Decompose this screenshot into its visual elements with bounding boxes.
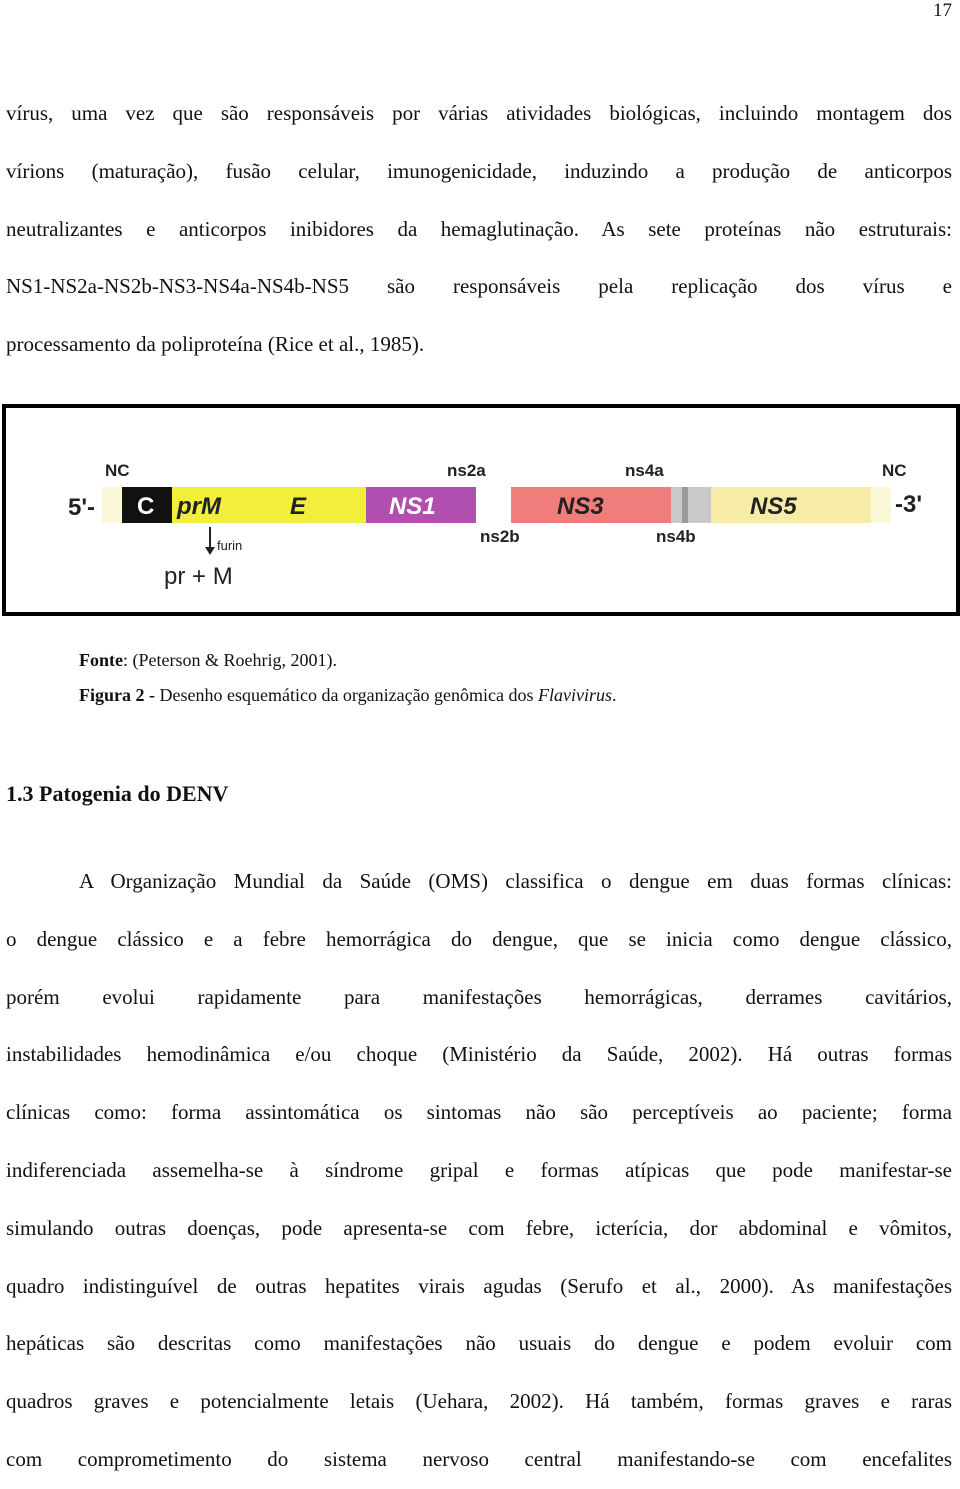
nc-left-segment [102, 487, 122, 523]
source-label: Fonte [79, 650, 123, 670]
body-paragraph-intro [6, 85, 952, 374]
ns4b-label: ns4b [656, 527, 696, 546]
figure-source-caption [79, 650, 337, 671]
section-heading: 1.3 Patogenia do DENV [6, 781, 229, 806]
nc-left-label: NC [105, 461, 130, 480]
body-paragraph-pathogenesis [6, 853, 952, 1489]
furin-label: furin [217, 538, 243, 553]
text-line: processamento da poliproteína (Rice et al., 1985). [6, 332, 425, 357]
three-prime-end-label: -3' [895, 491, 923, 518]
text-line: porém evolui rapidamente para manifestações hemorrágicas, derrames cavitários, [6, 984, 952, 1009]
figure-caption-text: Desenho esquemático da organização genômica dos [155, 685, 539, 705]
text-line: o dengue clássico e a febre hemorrágica do dengue, que se inicia como dengue clássico, [6, 926, 952, 951]
ns4-segment [671, 487, 711, 523]
text-line: instabilidades hemodinâmica e/ou choque (Ministério da Saúde, 2002). Há outras formas [6, 1042, 952, 1067]
text-line: clínicas como: forma assintomática os sintomas não são perceptíveis ao paciente; forma [6, 1100, 952, 1125]
text-line: quadros graves e potencialmente letais (Uehara, 2002). Há também, formas graves e raras [6, 1389, 952, 1414]
text-line: vírions (maturação), fusão celular, imunogenicidade, induzindo a produção de anticorpos [6, 158, 952, 183]
source-text: : (Peterson & Roehrig, 2001). [123, 650, 337, 670]
figure-caption [79, 685, 617, 706]
five-prime-end-label: 5'- [68, 494, 96, 521]
text-line: vírus, uma vez que são responsáveis por várias atividades biológicas, incluindo montagem dos [6, 101, 952, 125]
ns2b-label: ns2b [480, 527, 520, 546]
e-segment-label: E [290, 493, 307, 520]
page-number: 17 [933, 0, 952, 21]
ns2a-label: ns2a [447, 461, 486, 480]
text-line: quadro indistinguível de outras hepatites virais agudas (Serufo et al., 2000). As manifestações [6, 1273, 952, 1298]
text-line: neutralizantes e anticorpos inibidores da hemaglutinação. As sete proteínas não estruturais: [6, 216, 952, 241]
prm-segment-label: prM [177, 493, 221, 520]
ns1-segment-label: NS1 [389, 493, 436, 520]
text-line: indiferenciada assemelha-se à síndrome gripal e formas atípicas que pode manifestar-se [6, 1157, 952, 1182]
cleavage-product-label: pr + M [164, 563, 233, 590]
text-line: NS1-NS2a-NS2b-NS3-NS4a-NS4b-NS5 são responsáveis pela replicação dos vírus e [6, 274, 952, 299]
ns5-segment-label: NS5 [750, 493, 797, 520]
nc-right-label: NC [882, 461, 907, 480]
figure-caption-end: . [612, 685, 617, 705]
text-line: simulando outras doenças, pode apresenta-se com febre, icterícia, dor abdominal e vômitos, [6, 1215, 952, 1240]
ns2-segment [476, 487, 511, 523]
text-line: A Organização Mundial da Saúde (OMS) classifica o dengue em duas formas clínicas: [79, 869, 952, 893]
c-segment-label: C [137, 493, 155, 520]
nc-right-segment [871, 487, 891, 523]
figure-label: Figura 2 - [79, 685, 155, 705]
text-line: com comprometimento do sistema nervoso central manifestando-se com encefalites [6, 1446, 952, 1471]
ns4a-label: ns4a [625, 461, 664, 480]
furin-cleavage-arrow-icon [205, 527, 215, 555]
figure-caption-italic: Flavivirus [538, 685, 613, 705]
ns4-divider [682, 487, 688, 523]
genome-figure [2, 404, 960, 616]
genome-diagram [6, 408, 956, 612]
ns3-segment-label: NS3 [557, 493, 604, 520]
text-line: hepáticas são descritas como manifestações não usuais do dengue e podem evoluir com [6, 1331, 952, 1356]
